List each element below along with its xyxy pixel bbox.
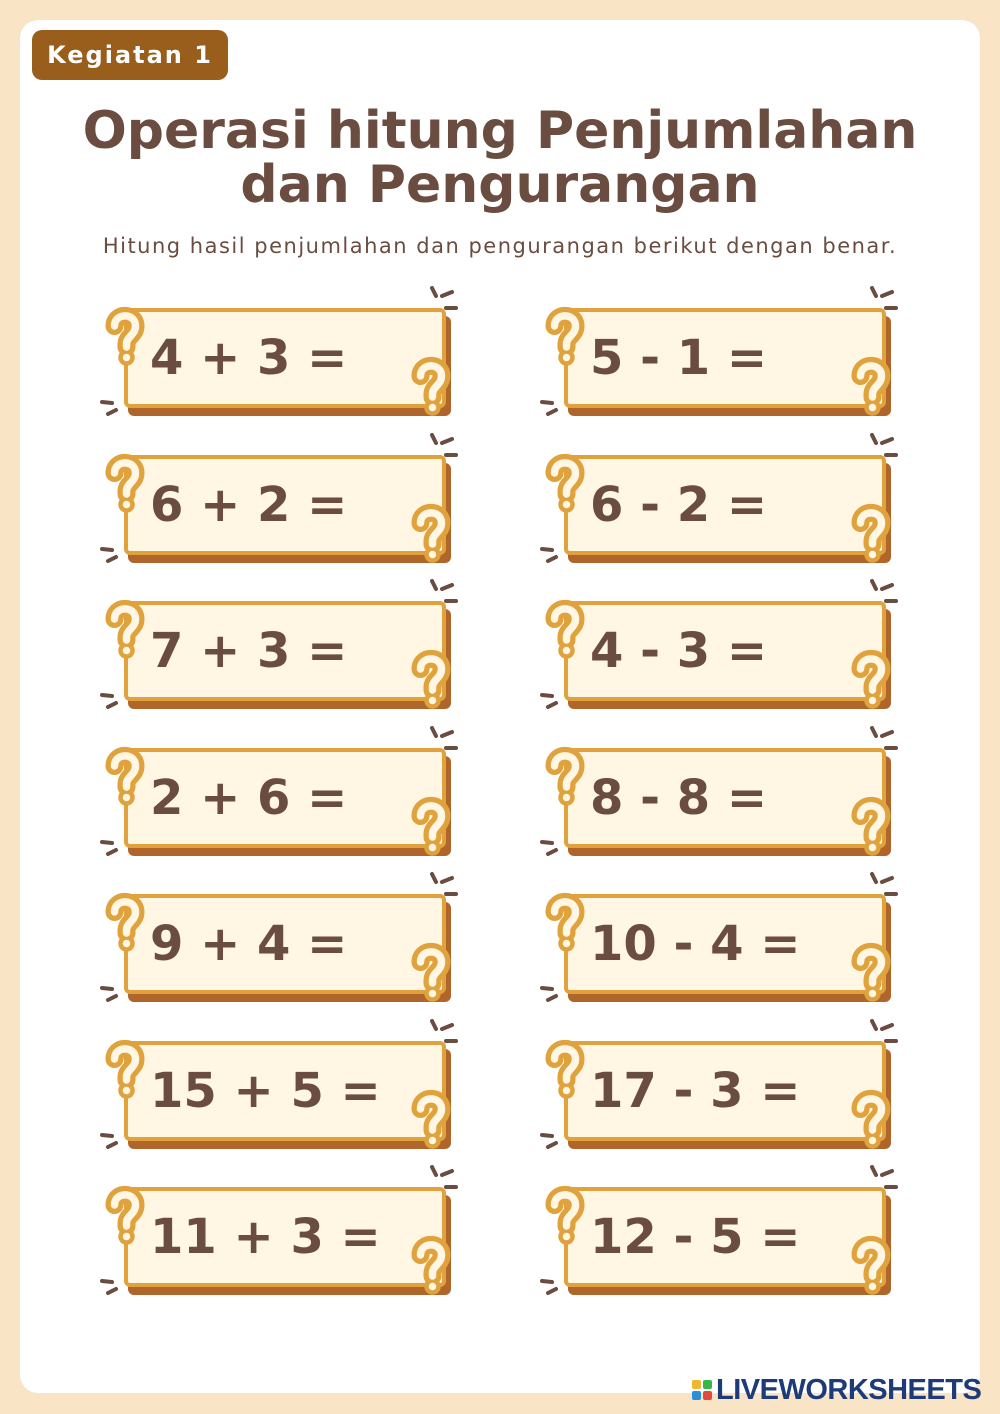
exercise-expression: 15 + 5 = xyxy=(150,1062,381,1119)
exercise-expression: 17 - 3 = xyxy=(590,1062,801,1119)
question-mark-icon xyxy=(846,792,896,852)
exercise-expression: 2 + 6 = xyxy=(150,769,348,826)
question-mark-icon xyxy=(846,645,896,705)
left-exercise-card xyxy=(100,595,460,720)
question-mark-icon xyxy=(540,595,590,655)
right-exercise-card xyxy=(540,595,900,720)
question-mark-icon xyxy=(540,888,590,948)
question-mark-icon xyxy=(846,938,896,998)
exercise-expression: 4 - 3 = xyxy=(590,623,768,679)
question-mark-icon xyxy=(846,1231,896,1291)
exercise-expression: 9 + 4 = xyxy=(150,916,348,972)
left-exercise-card xyxy=(100,888,460,1013)
left-exercise-card xyxy=(100,449,460,574)
activity-badge: Kegiatan 1 xyxy=(32,30,228,80)
left-exercise-card xyxy=(100,1035,460,1160)
question-mark-icon xyxy=(540,1181,590,1241)
question-mark-icon xyxy=(406,792,456,852)
exercise-expression: 8 - 8 = xyxy=(590,769,768,826)
exercise-expression: 7 + 3 = xyxy=(150,623,348,679)
instructions: Hitung hasil penjumlahan dan pengurangan berikut dengan benar. xyxy=(102,234,898,258)
question-mark-icon xyxy=(406,938,456,998)
exercise-expression: 6 + 2 = xyxy=(150,476,348,533)
question-mark-icon xyxy=(100,302,150,362)
question-mark-icon xyxy=(540,1035,590,1095)
question-mark-icon xyxy=(406,352,456,412)
footer-brand xyxy=(692,1372,981,1408)
left-exercise-card xyxy=(100,742,460,867)
exercise-expression: 11 + 3 = xyxy=(150,1209,381,1265)
right-exercise-card xyxy=(540,302,900,427)
question-mark-icon xyxy=(846,499,896,559)
question-mark-icon xyxy=(100,595,150,655)
question-mark-icon xyxy=(540,302,590,362)
brand-name: LIVEWORKSHEETS xyxy=(716,1373,982,1406)
right-exercise-card xyxy=(540,742,900,867)
question-mark-icon xyxy=(100,1035,150,1095)
question-mark-icon xyxy=(406,645,456,705)
right-exercise-card xyxy=(540,1035,900,1160)
exercise-expression: 6 - 2 = xyxy=(590,476,768,533)
title-line-2: dan Pengurangan xyxy=(240,155,760,215)
question-mark-icon xyxy=(100,1181,150,1241)
title-line-1: Operasi hitung Penjumlahan xyxy=(82,101,918,161)
question-mark-icon xyxy=(100,449,150,509)
question-mark-icon xyxy=(846,1085,896,1145)
question-mark-icon xyxy=(540,449,590,509)
exercise-expression: 5 - 1 = xyxy=(590,330,768,386)
page-title xyxy=(0,101,1000,215)
left-exercise-card xyxy=(100,1181,460,1306)
question-mark-icon xyxy=(406,499,456,559)
question-mark-icon xyxy=(846,352,896,412)
right-exercise-card xyxy=(540,449,900,574)
right-exercise-card xyxy=(540,1181,900,1306)
right-exercise-card xyxy=(540,888,900,1013)
exercise-expression: 4 + 3 = xyxy=(150,330,348,386)
exercise-expression: 12 - 5 = xyxy=(590,1209,801,1265)
question-mark-icon xyxy=(100,888,150,948)
question-mark-icon xyxy=(100,742,150,802)
left-exercise-card xyxy=(100,302,460,427)
question-mark-icon xyxy=(540,742,590,802)
liveworksheets-logo-icon xyxy=(692,1380,712,1400)
question-mark-icon xyxy=(406,1085,456,1145)
exercise-expression: 10 - 4 = xyxy=(590,916,801,972)
question-mark-icon xyxy=(406,1231,456,1291)
